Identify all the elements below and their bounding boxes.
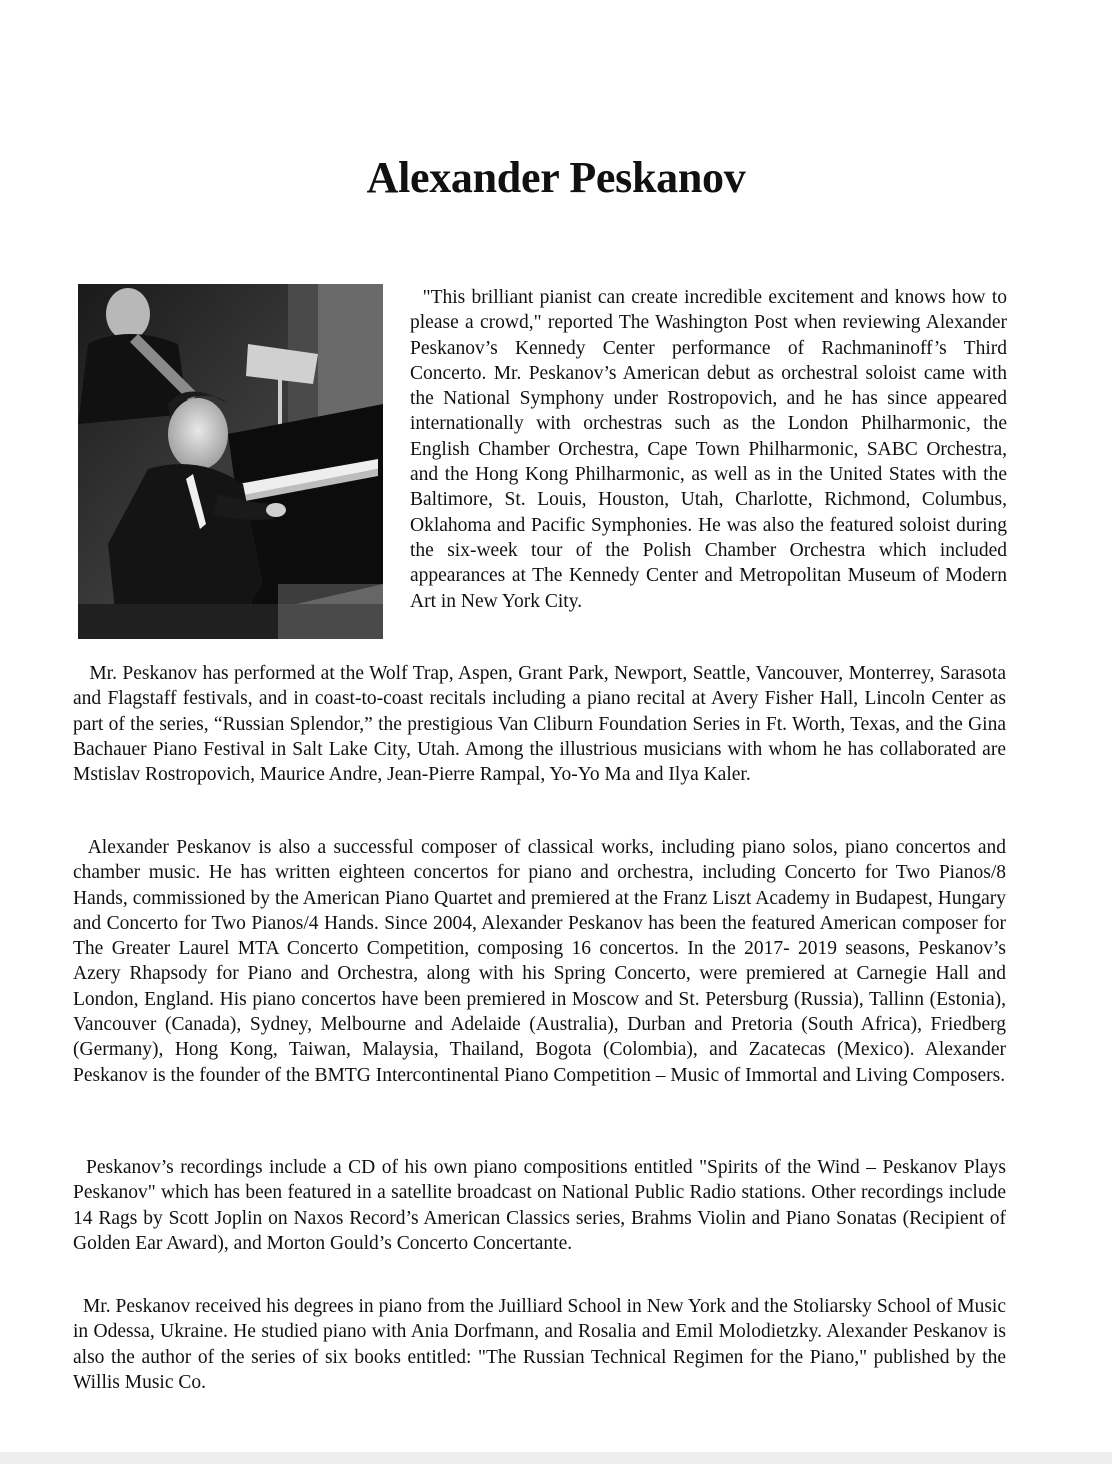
composer-paragraph: Alexander Peskanov is also a successful composer of classical works, including piano solos, piano concertos and chamber music. He has written eighteen concertos for piano and orchestra, including Concerto for Two Pianos/8 Hands, commissioned by the American Piano Quartet and premiered at the Franz Liszt Academy in Budapest, Hungary and Concerto for Two Pianos/4 Hands. Since 2004, Alexander Peskanov has been the featured American composer for The Greater Laurel MTA Concerto Competition, composing 16 concertos. In the 2017- 2019 seasons, Peskanov’s Azery Rhapsody for Piano and Orchestra, along with his Spring Concerto, were premiered at Carnegie Hall and London, England. His piano concertos have been premiered in Moscow and St. Petersburg (Russia), Tallinn (Estonia), Vancouver (Canada), Sydney, Melbourne and Adelaide (Australia), Durban and Pretoria (South Africa), Friedberg (Germany), Hong Kong, Taiwan, Malaysia, Thailand, Bogota (Colombia), and Zacatecas (Mexico). Alexander Peskanov is the founder of the BMTG Intercontinental Piano Competition – Music of Immortal and Living Composers.	[73, 837, 1006, 1086]
portrait-photo	[78, 284, 383, 639]
intro-paragraph: "This brilliant pianist can create incredible excitement and knows how to please a crowd," reported The Washington Post when reviewing Alexander Peskanov’s Kennedy Center performance of Rachmaninoff’s Third Concerto. Mr. Peskanov’s American debut as orchestral soloist came with the National Symphony under Rostropovich, and he has since appeared internationally with orchestras such as the London Philharmonic, the English Chamber Orchestra, Cape Town Philharmonic, SABC Orchestra, and the Hong Kong Philharmonic, as well as in the United States with the Baltimore, St. Louis, Houston, Utah, Charlotte, Richmond, Columbus, Oklahoma and Pacific Symphonies. He was also the featured soloist during the six-week tour of the Polish Chamber Orchestra which included appearances at The Kennedy Center and Metropolitan Museum of Modern Art in New York City.	[410, 287, 1007, 612]
page-title: Alexander Peskanov	[366, 153, 746, 202]
recordings-paragraph: Peskanov’s recordings include a CD of his own piano compositions entitled "Spirits of the Wind – Peskanov Plays Peskanov" which has been featured in a satellite broadcast on National Public Radio stations. Other recordings include 14 Rags by Scott Joplin on Naxos Record’s American Classics series, Brahms Violin and Piano Sonatas (Recipient of Golden Ear Award), and Morton Gould’s Concerto Concertante.	[73, 1157, 1006, 1254]
performance-paragraph: Mr. Peskanov has performed at the Wolf Trap, Aspen, Grant Park, Newport, Seattle, Vancouver, Monterrey, Sarasota and Flagstaff festivals, and in coast-to-coast recitals including a piano recital at Avery Fisher Hall, Lincoln Center as part of the series, “Russian Splendor,” the prestigious Van Cliburn Foundation Series in Ft. Worth, Texas, and the Gina Bachauer Piano Festival in Salt Lake City, Utah. Among the illustrious musicians with whom he has collaborated are Mstislav Rostropovich, Maurice Andre, Jean-Pierre Rampal, Yo-Yo Ma and Ilya Kaler.	[73, 663, 1006, 786]
education-paragraph: Mr. Peskanov received his degrees in piano from the Juilliard School in New York and the Stoliarsky School of Music in Odessa, Ukraine. He studied piano with Ania Dorfmann, and Rosalia and Emil Molodietzky. Alexander Peskanov is also the author of the series of six books entitled: "The Russian Technical Regimen for the Piano," published by the Willis Music Co.	[73, 1296, 1006, 1393]
page-bottom-edge	[0, 1452, 1112, 1464]
